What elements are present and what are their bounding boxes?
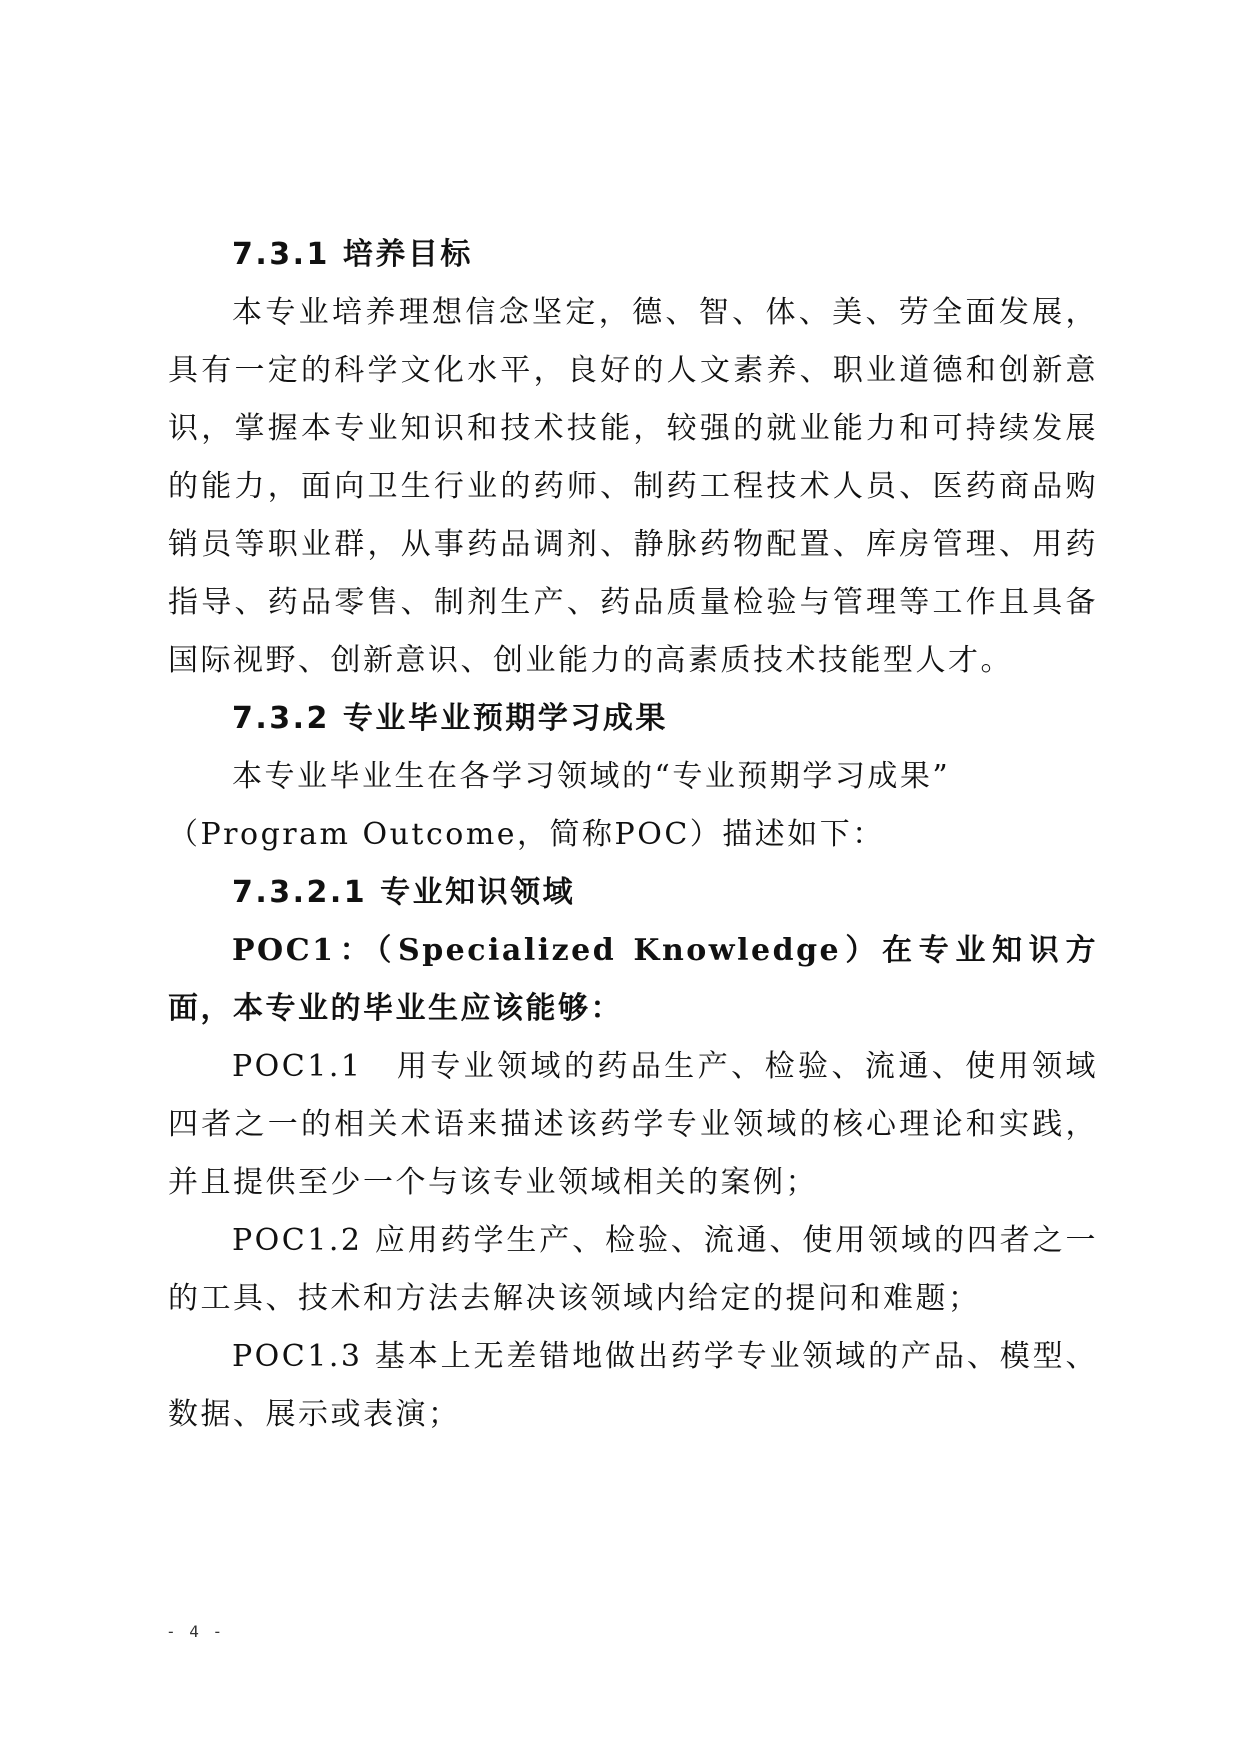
section-7-3-2-heading: 7.3.2 专业毕业预期学习成果: [232, 701, 668, 736]
poc1-1-item: POC1.1 用专业领域的药品生产、检验、流通、使用领域四者之一的相关术语来描述该药学专业领域的核心理论和实践，并且提供至少一个与该专业领域相关的案例；: [168, 1049, 1098, 1200]
poc1-statement: POC1：（Specialized Knowledge）在专业知识方面，本专业的毕业生应该能够：: [168, 933, 1098, 1026]
section-7-3-2-1-heading: 7.3.2.1 专业知识领域: [232, 875, 576, 910]
poc1-2-item: POC1.2 应用药学生产、检验、流通、使用领域的四者之一的工具、技术和方法去解决该领域内给定的提问和难题；: [168, 1223, 1098, 1316]
section-7-3-2-intro-line1: 本专业毕业生在各学习领域的“专业预期学习成果”: [232, 759, 951, 794]
poc1-3-item: POC1.3 基本上无差错地做出药学专业领域的产品、模型、数据、展示或表演；: [168, 1339, 1098, 1432]
document-body: [168, 226, 1098, 1444]
section-7-3-1-heading: 7.3.1 培养目标: [232, 237, 473, 272]
page-number: - 4 -: [166, 1622, 225, 1641]
section-7-3-2-intro-line2: （Program Outcome，简称POC）描述如下：: [168, 817, 885, 852]
section-7-3-1-body: 本专业培养理想信念坚定，德、智、体、美、劳全面发展，具有一定的科学文化水平，良好的人文素养、职业道德和创新意识，掌握本专业知识和技术技能，较强的就业能力和可持续发展的能力，面向卫生行业的药师、制药工程技术人员、医药商品购销员等职业群，从事药品调剂、静脉药物配置、库房管理、用药指导、药品零售、制剂生产、药品质量检验与管理等工作且具备国际视野、创新意识、创业能力的高素质技术技能型人才。: [168, 295, 1098, 678]
